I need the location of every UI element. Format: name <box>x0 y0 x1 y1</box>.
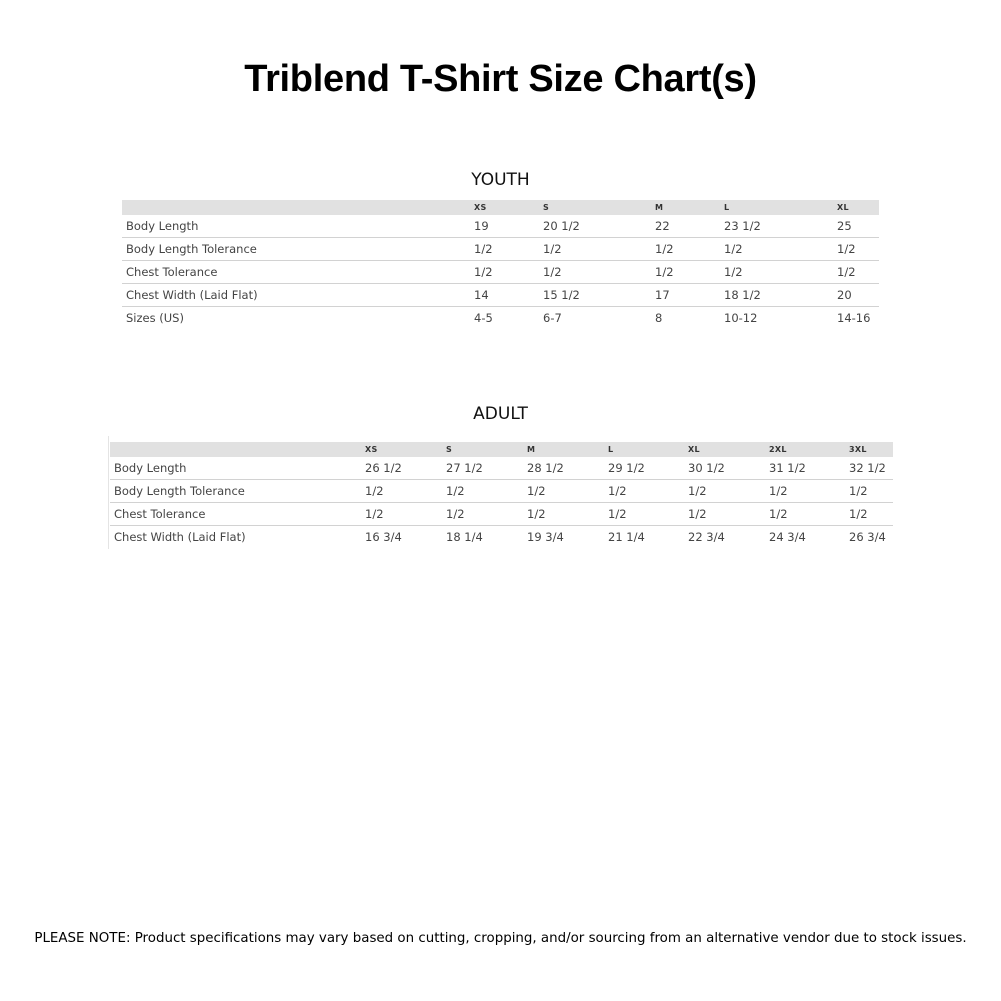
row-label: Body Length <box>122 215 474 238</box>
row-label: Body Length Tolerance <box>122 238 474 261</box>
table-cell: 1/2 <box>474 261 543 284</box>
adult-size-header: XL <box>688 442 769 457</box>
table-cell: 18 1/2 <box>724 284 837 307</box>
row-label: Sizes (US) <box>126 311 184 325</box>
youth-size-header: M <box>655 200 724 215</box>
table-cell: 1/2 <box>769 503 849 526</box>
table-cell: 22 <box>655 215 724 238</box>
table-cell: 10-12 <box>724 311 758 325</box>
youth-size-header: XS <box>474 200 543 215</box>
table-cell: 14-16 <box>837 311 871 325</box>
adult-size-header: L <box>608 442 688 457</box>
table-cell: 1/2 <box>849 480 893 503</box>
youth-size-header: L <box>724 200 837 215</box>
row-label: Body Length <box>110 457 365 480</box>
youth-header-row <box>122 200 879 215</box>
youth-section-title: YOUTH <box>471 170 530 190</box>
youth-size-header: XL <box>837 200 879 215</box>
table-cell: 1/2 <box>655 261 724 284</box>
row-label: Chest Tolerance <box>122 261 474 284</box>
table-cell: 32 1/2 <box>849 457 893 480</box>
adult-size-header: XS <box>365 442 446 457</box>
table-cell: 29 1/2 <box>608 457 688 480</box>
adult-header-label-cell <box>110 442 365 457</box>
table-divider <box>108 436 109 549</box>
row-label: Chest Tolerance <box>110 503 365 526</box>
table-cell: 30 1/2 <box>688 457 769 480</box>
row-label: Chest Width (Laid Flat) <box>122 284 474 307</box>
table-cell: 1/2 <box>608 503 688 526</box>
table-cell: 1/2 <box>837 238 879 261</box>
table-cell: 21 1/4 <box>608 530 645 544</box>
page-title: Triblend T-Shirt Size Chart(s) <box>244 58 757 100</box>
table-cell: 20 1/2 <box>543 215 655 238</box>
table-cell: 1/2 <box>474 238 543 261</box>
table-cell: 1/2 <box>608 480 688 503</box>
table-cell: 1/2 <box>543 238 655 261</box>
adult-header-row <box>110 442 893 457</box>
table-row <box>110 503 893 526</box>
table-cell: 14 <box>474 284 543 307</box>
adult-size-header: M <box>527 442 608 457</box>
adult-size-header: 2XL <box>769 442 849 457</box>
table-row <box>110 457 893 480</box>
table-cell: 26 3/4 <box>849 530 886 544</box>
table-row <box>110 480 893 503</box>
adult-section-title: ADULT <box>473 404 528 424</box>
table-cell: 28 1/2 <box>527 457 608 480</box>
table-cell: 1/2 <box>365 503 446 526</box>
table-cell: 23 1/2 <box>724 215 837 238</box>
table-cell: 19 <box>474 215 543 238</box>
table-cell: 25 <box>837 215 879 238</box>
table-cell: 26 1/2 <box>365 457 446 480</box>
table-row <box>122 238 879 261</box>
table-cell: 1/2 <box>724 238 837 261</box>
youth-size-header: S <box>543 200 655 215</box>
table-cell: 17 <box>655 284 724 307</box>
youth-size-table <box>122 200 879 329</box>
table-cell: 1/2 <box>837 261 879 284</box>
adult-size-header: S <box>446 442 527 457</box>
table-row <box>122 261 879 284</box>
table-cell: 19 3/4 <box>527 530 564 544</box>
table-cell: 1/2 <box>446 503 527 526</box>
adult-size-table <box>110 442 893 548</box>
adult-size-header: 3XL <box>849 442 893 457</box>
table-cell: 1/2 <box>655 238 724 261</box>
table-cell: 1/2 <box>724 261 837 284</box>
table-cell: 22 3/4 <box>688 530 725 544</box>
disclaimer-note: PLEASE NOTE: Product specifications may vary based on cutting, cropping, and/or sourcing from an alternative vendor due to stock issues. <box>34 931 967 946</box>
table-cell: 6-7 <box>543 311 562 325</box>
table-cell: 18 1/4 <box>446 530 483 544</box>
table-cell: 1/2 <box>365 480 446 503</box>
table-row <box>122 284 879 307</box>
table-cell: 1/2 <box>543 261 655 284</box>
table-cell: 8 <box>655 311 663 325</box>
table-cell: 24 3/4 <box>769 530 806 544</box>
table-row <box>110 526 893 549</box>
table-cell: 1/2 <box>769 480 849 503</box>
table-cell: 16 3/4 <box>365 530 402 544</box>
table-cell: 1/2 <box>446 480 527 503</box>
table-cell: 4-5 <box>474 311 493 325</box>
row-label: Chest Width (Laid Flat) <box>114 530 246 544</box>
table-row <box>122 215 879 238</box>
table-cell: 1/2 <box>527 480 608 503</box>
youth-header-label-cell <box>122 200 474 215</box>
table-row <box>122 307 879 330</box>
table-cell: 1/2 <box>688 503 769 526</box>
table-cell: 20 <box>837 284 879 307</box>
table-cell: 1/2 <box>849 503 893 526</box>
table-cell: 1/2 <box>527 503 608 526</box>
table-cell: 27 1/2 <box>446 457 527 480</box>
row-label: Body Length Tolerance <box>110 480 365 503</box>
table-cell: 31 1/2 <box>769 457 849 480</box>
table-cell: 1/2 <box>688 480 769 503</box>
table-cell: 15 1/2 <box>543 284 655 307</box>
